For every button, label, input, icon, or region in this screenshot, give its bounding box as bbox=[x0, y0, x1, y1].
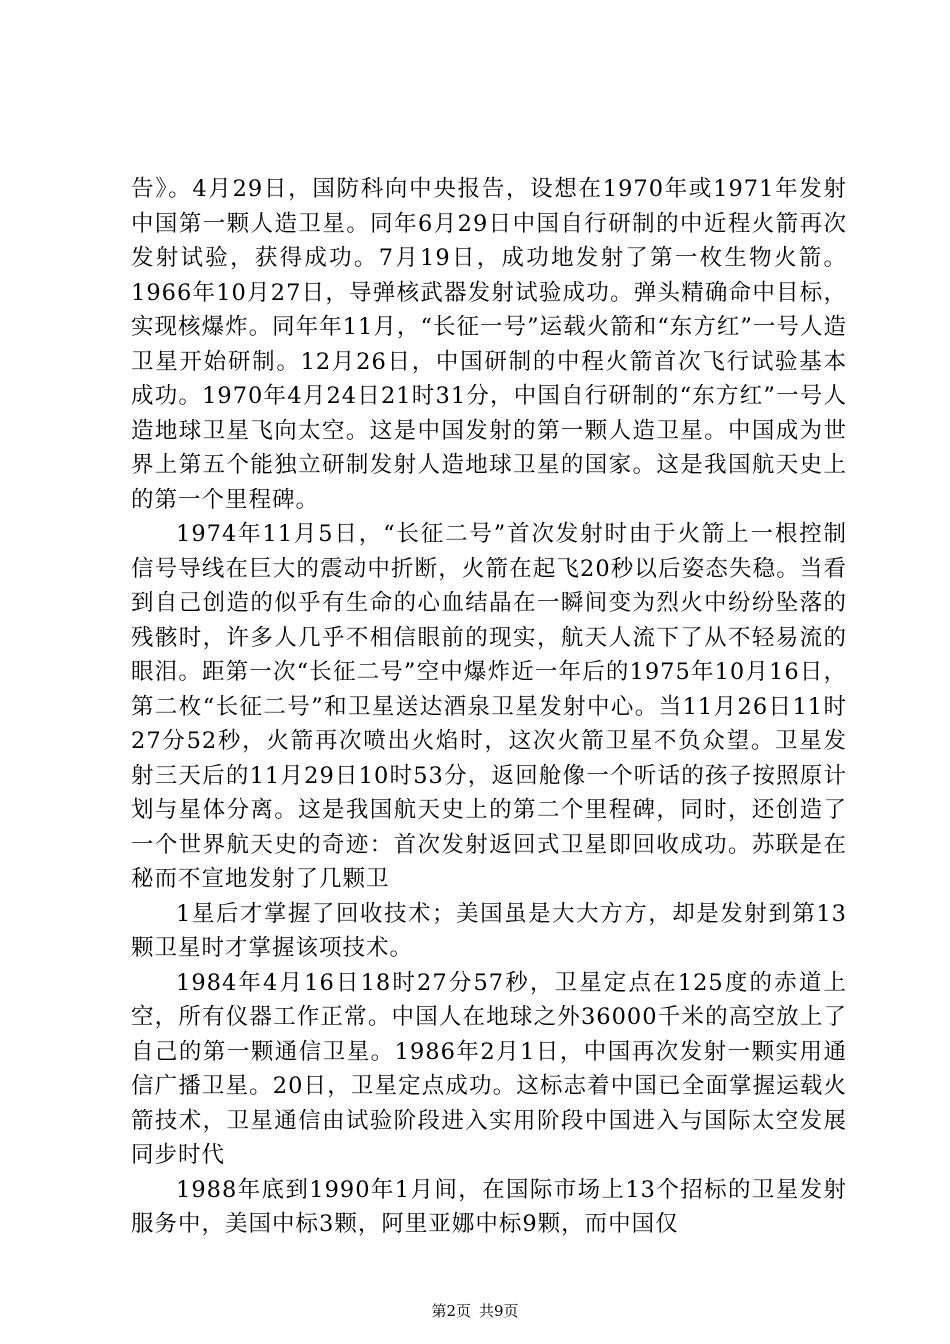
page-footer bbox=[0, 1300, 950, 1321]
paragraph-5: 1988年底到1990年1月间，在国际市场上13个招标的卫星发射服务中，美国中标3颗，阿里亚娜中标9颗，而中国仅 bbox=[131, 1176, 847, 1237]
document-body bbox=[131, 172, 847, 1242]
paragraph-3: 1星后才掌握了回收技术；美国虽是大大方方，却是发射到第13颗卫星时才掌握该项技术。 bbox=[131, 900, 847, 961]
page-total: 共9页 bbox=[479, 1302, 519, 1320]
paragraph-2: 1974年11月5日，“长征二号”首次发射时由于火箭上一根控制信号导线在巨大的震动中折断，火箭在起飞20秒以后姿态失稳。当看到自己创造的似乎有生命的心血结晶在一瞬间变为烈火中纷纷坠落的残骸时，许多人几乎不相信眼前的现实，航天人流下了从不轻易流的眼泪。距第一次“长征二号”空中爆炸近一年后的1975年10月16日，第二枚“长征二号”和卫星送达酒泉卫星发射中心。当11月26日11时27分52秒，火箭再次喷出火焰时，这次火箭卫星不负众望。卫星发射三天后的11月29日10时53分，返回舱像一个听话的孩子按照原计划与星体分离。这是我国航天史上的第二个里程碑，同时，还创造了一个世界航天史的奇迹：首次发射返回式卫星即回收成功。苏联是在秘而不宣地发射了几颗卫 bbox=[131, 521, 847, 892]
page-number: 第2页 bbox=[431, 1302, 471, 1320]
paragraph-1: 告》。4月29日，国防科向中央报告，设想在1970年或1971年发射中国第一颗人造卫星。同年6月29日中国自行研制的中近程火箭再次发射试验，获得成功。7月19日，成功地发射了第一枚生物火箭。1966年10月27日，导弹核武器发射试验成功。弹头精确命中目标，实现核爆炸。同年年11月，“长征一号”运载火箭和“东方红”一号人造卫星开始研制。12月26日，中国研制的中程火箭首次飞行试验基本成功。1970年4月24日21时31分，中国自行研制的“东方红”一号人造地球卫星飞向太空。这是中国发射的第一颗人造卫星。中国成为世界上第五个能独立研制发射人造地球卫星的国家。这是我国航天史上的第一个里程碑。 bbox=[131, 176, 847, 513]
paragraph-4: 1984年4月16日18时27分57秒，卫星定点在125度的赤道上空，所有仪器工作正常。中国人在地球之外36000千米的高空放上了自己的第一颗通信卫星。1986年2月1日，中国再次发射一颗实用通信广播卫星。20日，卫星定点成功。这标志着中国已全面掌握运载火箭技术，卫星通信由试验阶段进入实用阶段中国进入与国际太空发展同步时代 bbox=[131, 969, 847, 1168]
